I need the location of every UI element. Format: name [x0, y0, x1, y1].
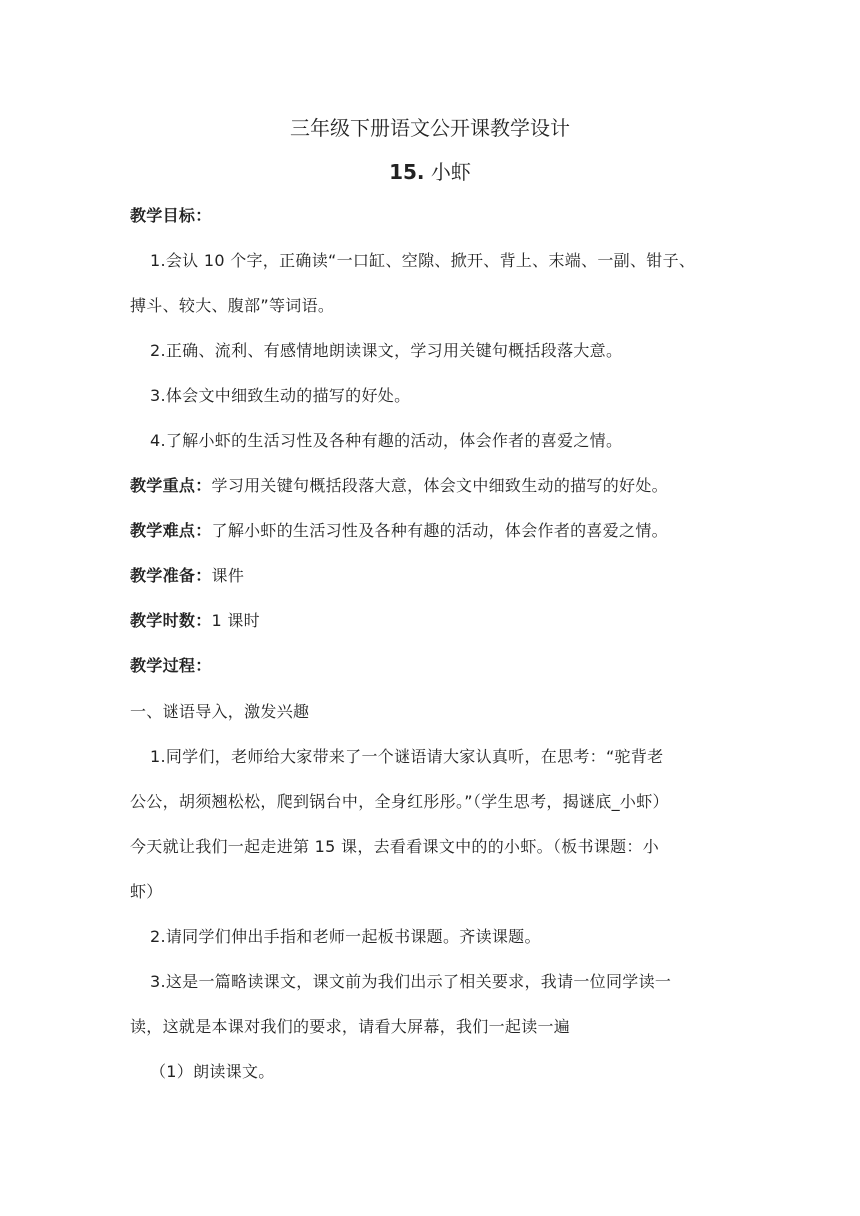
step-1-line-2: 公公，胡须翘松松，爬到锅台中，全身红彤彤。”（学生思考，揭谜底_小虾）	[130, 792, 669, 811]
key-points-label: 教学重点：	[130, 476, 212, 495]
process-label: 教学过程：	[130, 656, 212, 675]
objective-1-line-1: 1.会认 10 个字，正确读“一口缸、空隙、掀开、背上、末端、一副、钳子、	[150, 251, 696, 270]
lesson-heading	[0, 159, 860, 185]
section-1-heading: 一、谜语导入，激发兴趣	[130, 702, 310, 721]
hours-label: 教学时数：	[130, 611, 212, 630]
key-points-text: 学习用关键句概括段落大意，体会文中细致生动的描写的好处。	[211, 476, 668, 495]
key-points	[130, 476, 740, 496]
preparation	[130, 566, 740, 586]
difficulties-label: 教学难点：	[130, 521, 212, 540]
lesson-title: 小虾	[430, 160, 471, 184]
preparation-label: 教学准备：	[130, 566, 212, 585]
step-3-line-2: 读，这就是本课对我们的要求，请看大屏幕，我们一起读一遍	[130, 1017, 571, 1036]
hours-text: 1 课时	[211, 611, 260, 630]
difficulties	[130, 521, 740, 541]
preparation-text: 课件	[211, 566, 245, 585]
step-1-line-1: 1.同学们，老师给大家带来了一个谜语请大家认真听，在思考：“驼背老	[150, 747, 664, 766]
step-1-line-4: 虾）	[130, 882, 163, 901]
document-title: 三年级下册语文公开课教学设计	[290, 116, 570, 140]
objectives-label: 教学目标：	[130, 206, 212, 225]
step-1-line-3: 今天就让我们一起走进第 15 课，去看看课文中的的小虾。（板书课题：小	[130, 837, 660, 856]
objective-1-line-2: 搏斗、较大、腹部”等词语。	[130, 296, 335, 315]
difficulties-text: 了解小虾的生活习性及各种有趣的活动，体会作者的喜爱之情。	[211, 521, 668, 540]
step-3-line-1: 3.这是一篇略读课文，课文前为我们出示了相关要求，我请一位同学读一	[150, 972, 672, 991]
hours	[130, 611, 740, 631]
sub-step-1: （1）朗读课文。	[150, 1062, 275, 1081]
objective-4: 4.了解小虾的生活习性及各种有趣的活动，体会作者的喜爱之情。	[150, 431, 623, 450]
lesson-number: 15.	[389, 160, 425, 184]
step-2: 2.请同学们伸出手指和老师一起板书课题。齐读课题。	[150, 927, 541, 946]
objective-3: 3.体会文中细致生动的描写的好处。	[150, 386, 411, 405]
objective-2: 2.正确、流利、有感情地朗读课文，学习用关键句概括段落大意。	[150, 341, 623, 360]
